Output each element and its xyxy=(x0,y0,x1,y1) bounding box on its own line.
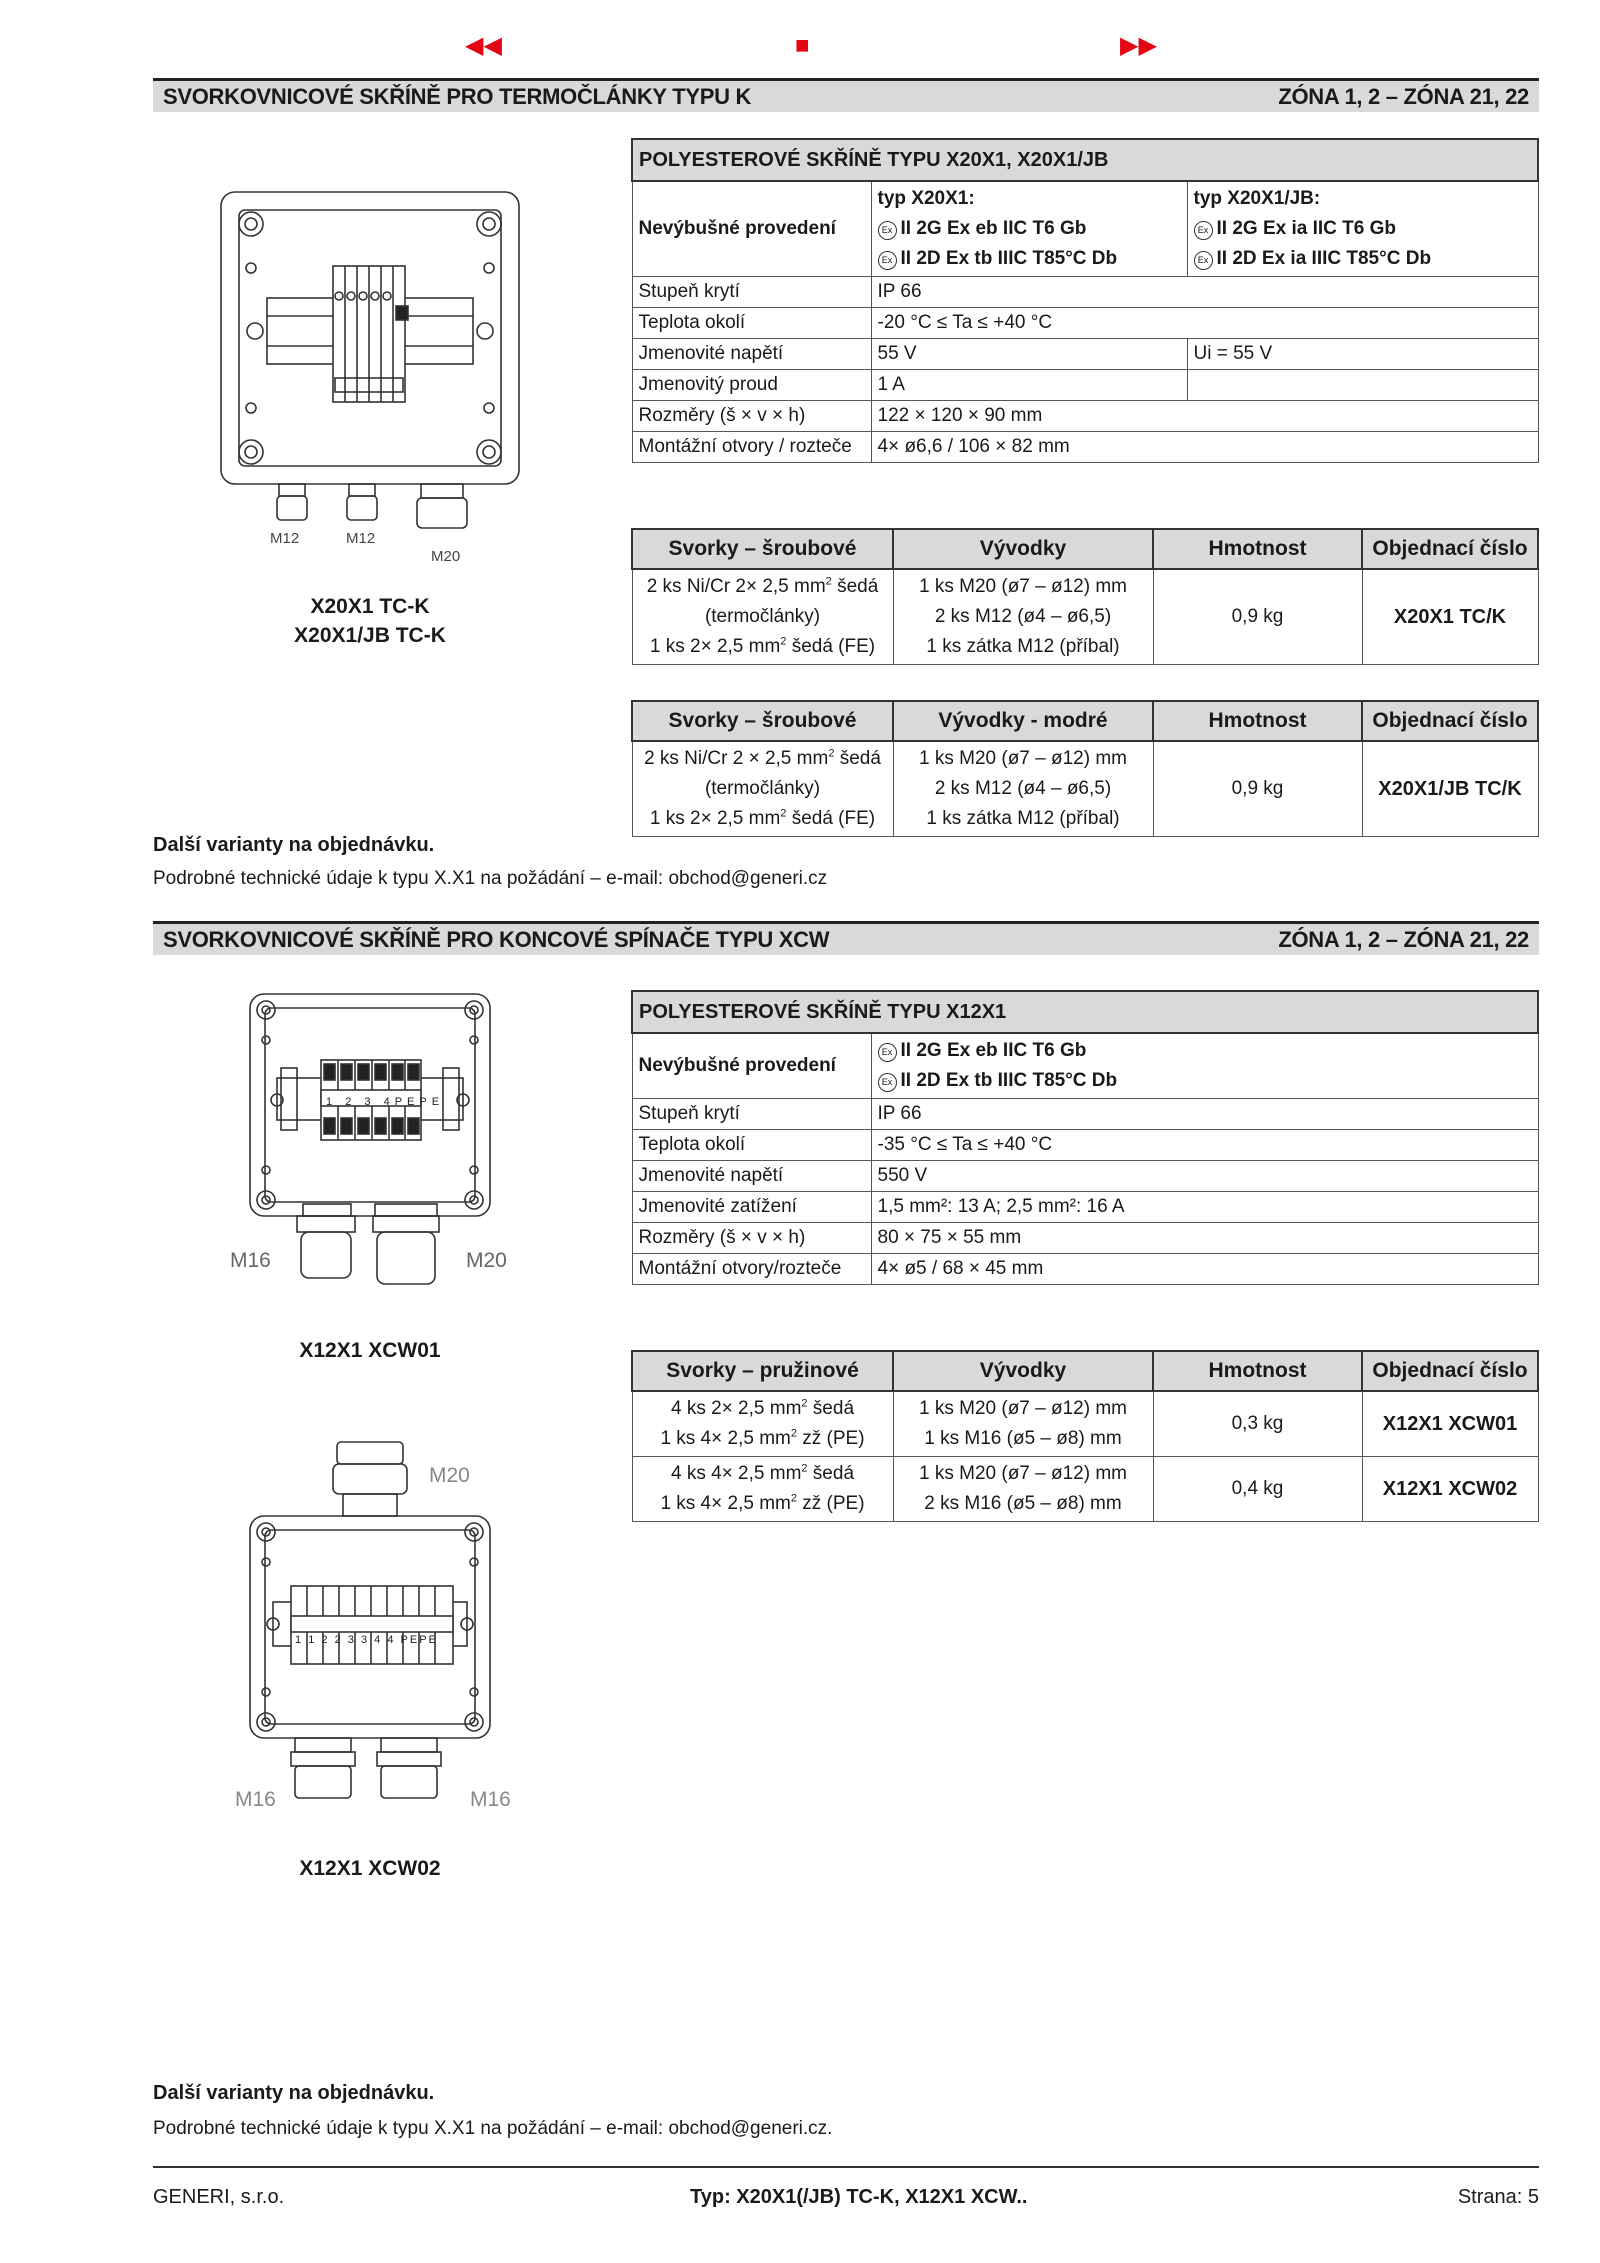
gland-line: 2 ks M12 (ø4 – ø6,5) xyxy=(934,778,1112,799)
atex-ex-icon: Ex xyxy=(878,1073,897,1092)
gland-line: 2 ks M16 (ø5 – ø8) mm xyxy=(924,1493,1122,1514)
table-row xyxy=(632,1391,1538,1457)
spec-table-x12x1 xyxy=(631,990,1539,1285)
col-header: Objednací číslo xyxy=(1362,1351,1538,1391)
terminal-line: (termočlánky) xyxy=(704,606,821,627)
section-zone: ZÓNA 1, 2 – ZÓNA 21, 22 xyxy=(1278,83,1529,109)
spec-label: Jmenovitý proud xyxy=(632,370,871,401)
gland-line: 1 ks M20 (ø7 – ø12) mm xyxy=(919,576,1127,597)
atex-ex-icon: Ex xyxy=(878,1043,897,1062)
gland-label-m16b: M16 xyxy=(470,1788,511,1811)
gland-line: 1 ks zátka M12 (příbal) xyxy=(926,636,1120,657)
spec-value: -20 °C ≤ Ta ≤ +40 °C xyxy=(871,308,1538,339)
spec-row xyxy=(632,277,1538,308)
spec-label: Teplota okolí xyxy=(632,1130,871,1161)
terminal-line: 1 ks 2× 2,5 mm xyxy=(649,636,781,657)
terminals-cell: 2 ks Ni/Cr 2× 2,5 $mm^2$ šedá (termočlánky) 1 ks 2× 2,5 $mm^2$ šedá (FE) xyxy=(632,569,893,665)
glands-cell xyxy=(893,1391,1153,1457)
spec-label: Stupeň krytí xyxy=(632,1099,871,1130)
gland-line: 1 ks M16 (ø5 – ø8) mm xyxy=(924,1428,1122,1449)
terminal-number: 2 xyxy=(321,1634,330,1646)
terminal-number: 4 xyxy=(374,1634,383,1646)
ex-b-line1: II 2G Ex ia IIC T6 Gb xyxy=(1216,218,1396,239)
section-header-thermocouple xyxy=(153,78,1539,112)
terminal-number: PE xyxy=(394,1096,420,1108)
order-table-x12x1 xyxy=(631,1350,1539,1522)
spec-value: IP 66 xyxy=(871,277,1538,308)
gland-label-m20: M20 xyxy=(431,548,461,565)
gland-line: 1 ks M20 (ø7 – ø12) mm xyxy=(919,1398,1127,1419)
ex-a-line1: II 2G Ex eb IIC T6 Gb xyxy=(900,218,1087,239)
ex-label: Nevýbušné provedení xyxy=(632,181,871,277)
spec-value: 1,5 mm²: 13 A; 2,5 mm²: 16 A xyxy=(871,1192,1538,1223)
ex-line2: II 2D Ex tb IIIC T85°C Db xyxy=(900,1070,1118,1091)
terminals-cell xyxy=(632,1391,893,1457)
terminal-number: 1 xyxy=(308,1634,317,1646)
spec-row xyxy=(632,1130,1538,1161)
footer-page-number: Strana: 5 xyxy=(1457,2186,1539,2208)
col-header: Svorky – šroubové xyxy=(632,529,893,569)
table-row xyxy=(632,1457,1538,1522)
spec-row xyxy=(632,1161,1538,1192)
gland-label-m12a: M12 xyxy=(270,530,300,547)
terminal-line: 2 ks Ni/Cr 2 × 2,5 mm xyxy=(644,748,829,769)
info-note: Podrobné technické údaje k typu X.X1 na požádání – e-mail: obchod@generi.cz. xyxy=(153,2118,833,2139)
terminal-number: 4 xyxy=(383,1096,395,1108)
terminal-line: 4 ks 2× 2,5 mm xyxy=(670,1398,802,1419)
spec-row xyxy=(632,401,1538,432)
terminal-line: 1 ks 4× 2,5 mm xyxy=(660,1493,791,1514)
spec-value: 55 V xyxy=(871,339,1187,370)
col-header: Vývodky xyxy=(893,529,1153,569)
caption-x12x1-xcw01: X12X1 XCW01 xyxy=(299,1339,441,1362)
spec-label: Montážní otvory / rozteče xyxy=(632,432,871,463)
terminal-line: 2 ks Ni/Cr 2× 2,5 mm xyxy=(646,576,826,597)
atex-ex-icon: Ex xyxy=(1194,221,1213,240)
terminal-number: 2 xyxy=(345,1096,357,1108)
terminal-line: šedá (FE) xyxy=(791,636,876,657)
variants-note: Další varianty na objednávku. xyxy=(153,834,435,856)
ex-type-a: typ X20X1: xyxy=(877,188,975,209)
terminal-line: zž (PE) xyxy=(796,1493,865,1514)
glands-cell xyxy=(893,741,1153,837)
ex-b-line2: II 2D Ex ia IIIC T85°C Db xyxy=(1216,248,1432,269)
ex-type-b: typ X20X1/JB: xyxy=(1193,188,1321,209)
terminal-block xyxy=(291,1586,453,1664)
terminal-number: 3 xyxy=(347,1634,356,1646)
spec-label: Stupeň krytí xyxy=(632,277,871,308)
spec-label: Jmenovité napětí xyxy=(632,1161,871,1192)
gland-line: 1 ks M20 (ø7 – ø12) mm xyxy=(919,748,1127,769)
order-code: X20X1 TC/K xyxy=(1362,569,1538,665)
spec-table-header: POLYESTEROVÉ SKŘÍNĚ TYPU X20X1, X20X1/JB xyxy=(632,139,1538,181)
terminal-line: (termočlánky) xyxy=(704,778,821,799)
terminals-cell xyxy=(632,1457,893,1522)
atex-ex-icon: Ex xyxy=(878,251,897,270)
caption-x12x1-xcw02: X12X1 XCW02 xyxy=(299,1857,441,1880)
footer-company: GENERI, s.r.o. xyxy=(153,2186,285,2208)
spec-label: Montážní otvory/rozteče xyxy=(632,1254,871,1285)
spec-value-2 xyxy=(1187,370,1538,401)
section-header-limit-switch xyxy=(153,921,1539,955)
terminal-number: 4 xyxy=(387,1634,396,1646)
col-header: Objednací číslo xyxy=(1362,701,1538,741)
glands-cell xyxy=(893,569,1153,665)
spec-value: -35 °C ≤ Ta ≤ +40 °C xyxy=(871,1130,1538,1161)
sup: 2 xyxy=(780,635,787,648)
spec-value: IP 66 xyxy=(871,1099,1538,1130)
gland-line: 1 ks M20 (ø7 – ø12) mm xyxy=(919,1463,1127,1484)
spec-row xyxy=(632,339,1538,370)
col-header: Objednací číslo xyxy=(1362,529,1538,569)
cable-gland-top xyxy=(333,1442,407,1516)
sup: 2 xyxy=(801,1462,808,1475)
gland-label-m16: M16 xyxy=(230,1249,271,1272)
order-code: X20X1/JB TC/K xyxy=(1362,741,1538,837)
spec-value: 550 V xyxy=(871,1161,1538,1192)
footer-divider xyxy=(153,2166,1539,2168)
sup: 2 xyxy=(825,575,832,588)
spec-value: 4× ø6,6 / 106 × 82 mm xyxy=(871,432,1538,463)
spec-label: Rozměry (š × v × h) xyxy=(632,1223,871,1254)
table-row xyxy=(632,569,1538,665)
section-title: SVORKOVNICOVÉ SKŘÍNĚ PRO TERMOČLÁNKY TYPU K xyxy=(163,83,752,109)
terminal-line: 1 ks 4× 2,5 mm xyxy=(660,1428,791,1449)
next-page-icon[interactable]: ▶▶ xyxy=(1120,32,1157,59)
ex-label: Nevýbušné provedení xyxy=(632,1033,871,1099)
col-header: Svorky – šroubové xyxy=(632,701,893,741)
sup: 2 xyxy=(790,1492,797,1505)
terminal-number: PE xyxy=(419,1634,438,1646)
weight-cell: 0,9 kg xyxy=(1153,741,1362,837)
spec-value: 80 × 75 × 55 mm xyxy=(871,1223,1538,1254)
col-header: Vývodky - modré xyxy=(893,701,1153,741)
terminal-numbers-xcw01 xyxy=(326,1096,444,1108)
gland-line: 2 ks M12 (ø4 – ø6,5) xyxy=(934,606,1112,627)
sup: 2 xyxy=(828,747,835,760)
cable-glands-bottom xyxy=(291,1738,441,1798)
spec-table-header: POLYESTEROVÉ SKŘÍNĚ TYPU X12X1 xyxy=(632,991,1538,1033)
col-header: Hmotnost xyxy=(1153,701,1362,741)
spec-label: Jmenovité napětí xyxy=(632,339,871,370)
terminal-line: 1 ks 2× 2,5 mm xyxy=(649,808,781,829)
col-header: Hmotnost xyxy=(1153,1351,1362,1391)
spec-label: Rozměry (š × v × h) xyxy=(632,401,871,432)
spec-row xyxy=(632,1223,1538,1254)
order-table-x20x1-jb xyxy=(631,700,1539,837)
terminal-line: šedá xyxy=(807,1463,855,1484)
col-header: Vývodky xyxy=(893,1351,1153,1391)
weight-cell: 0,4 kg xyxy=(1153,1457,1362,1522)
section-title: SVORKOVNICOVÉ SKŘÍNĚ PRO KONCOVÉ SPÍNAČE TYPU XCW xyxy=(163,926,830,952)
sup: 2 xyxy=(801,1397,808,1410)
spec-row xyxy=(632,1254,1538,1285)
spec-row xyxy=(632,370,1538,401)
sup: 2 xyxy=(790,1427,797,1440)
gland-label-m20: M20 xyxy=(466,1249,507,1272)
col-header: Svorky – pružinové xyxy=(632,1351,893,1391)
order-table-x20x1 xyxy=(631,528,1539,665)
spec-value: 1 A xyxy=(871,370,1187,401)
gland-label-m16a: M16 xyxy=(235,1788,276,1811)
ex-cell xyxy=(871,1033,1538,1099)
spec-table-x20x1 xyxy=(631,138,1539,463)
weight-cell: 0,9 kg xyxy=(1153,569,1362,665)
gland-line: 1 ks zátka M12 (příbal) xyxy=(926,808,1120,829)
caption-x20x1-tc-k: X20X1 TC-K xyxy=(310,595,430,618)
weight-cell: 0,3 kg xyxy=(1153,1391,1362,1457)
terminal-number: PE xyxy=(419,1096,445,1108)
spec-row xyxy=(632,1192,1538,1223)
spec-row xyxy=(632,1099,1538,1130)
cable-glands xyxy=(277,484,467,528)
info-note: Podrobné technické údaje k typu X.X1 na požádání – e-mail: obchod@generi.cz xyxy=(153,868,828,889)
terminal-line: šedá (FE) xyxy=(791,808,876,829)
terminals-cell: 2 ks Ni/Cr 2 × 2,5 $mm^2$ šedá (termočlánky) 1 ks 2× 2,5 $mm^2$ šedá (FE) xyxy=(632,741,893,837)
col-header: Hmotnost xyxy=(1153,529,1362,569)
caption-x20x1-jb-tc-k: X20X1/JB TC-K xyxy=(294,624,446,647)
terminal-line: šedá xyxy=(807,1398,855,1419)
spec-label: Teplota okolí xyxy=(632,308,871,339)
previous-page-icon[interactable]: ◀◀ xyxy=(465,32,502,59)
gland-label-m12b: M12 xyxy=(346,530,376,547)
terminal-line: zž (PE) xyxy=(796,1428,865,1449)
variants-note: Další varianty na objednávku. xyxy=(153,2082,435,2104)
spec-row xyxy=(632,308,1538,339)
sup: 2 xyxy=(780,807,787,820)
table-row xyxy=(632,741,1538,837)
atex-ex-icon: Ex xyxy=(878,221,897,240)
terminal-number: 1 xyxy=(326,1096,338,1108)
spec-value: 4× ø5 / 68 × 45 mm xyxy=(871,1254,1538,1285)
terminal-numbers-xcw02 xyxy=(295,1634,438,1646)
atex-ex-icon: Ex xyxy=(1194,251,1213,270)
enclosure-drawing-x20x1 xyxy=(215,188,525,578)
stop-icon[interactable]: ■ xyxy=(795,32,810,59)
terminal-number: 1 xyxy=(295,1634,304,1646)
gland-label-m20: M20 xyxy=(429,1464,470,1487)
ex-line1: II 2G Ex eb IIC T6 Gb xyxy=(900,1040,1087,1061)
ex-a-line2: II 2D Ex tb IIIC T85°C Db xyxy=(900,248,1118,269)
spec-row xyxy=(632,432,1538,463)
terminal-block xyxy=(333,266,408,402)
terminal-number: PE xyxy=(400,1634,420,1646)
spec-value: 122 × 120 × 90 mm xyxy=(871,401,1538,432)
order-code: X12X1 XCW02 xyxy=(1362,1457,1538,1522)
ex-cell-x20x1-jb xyxy=(1187,181,1538,277)
terminal-number: 3 xyxy=(364,1096,376,1108)
footer-type: Typ: X20X1(/JB) TC-K, X12X1 XCW.. xyxy=(690,2186,1028,2208)
spec-label: Jmenovité zatížení xyxy=(632,1192,871,1223)
ex-cell-x20x1 xyxy=(871,181,1187,277)
spec-value-2: Ui = 55 V xyxy=(1187,339,1538,370)
glands-cell xyxy=(893,1457,1153,1522)
section-zone: ZÓNA 1, 2 – ZÓNA 21, 22 xyxy=(1278,926,1529,952)
order-code: X12X1 XCW01 xyxy=(1362,1391,1538,1457)
terminal-line: 4 ks 4× 2,5 mm xyxy=(670,1463,802,1484)
terminal-number: 3 xyxy=(360,1634,370,1646)
terminal-number: 2 xyxy=(334,1634,343,1646)
